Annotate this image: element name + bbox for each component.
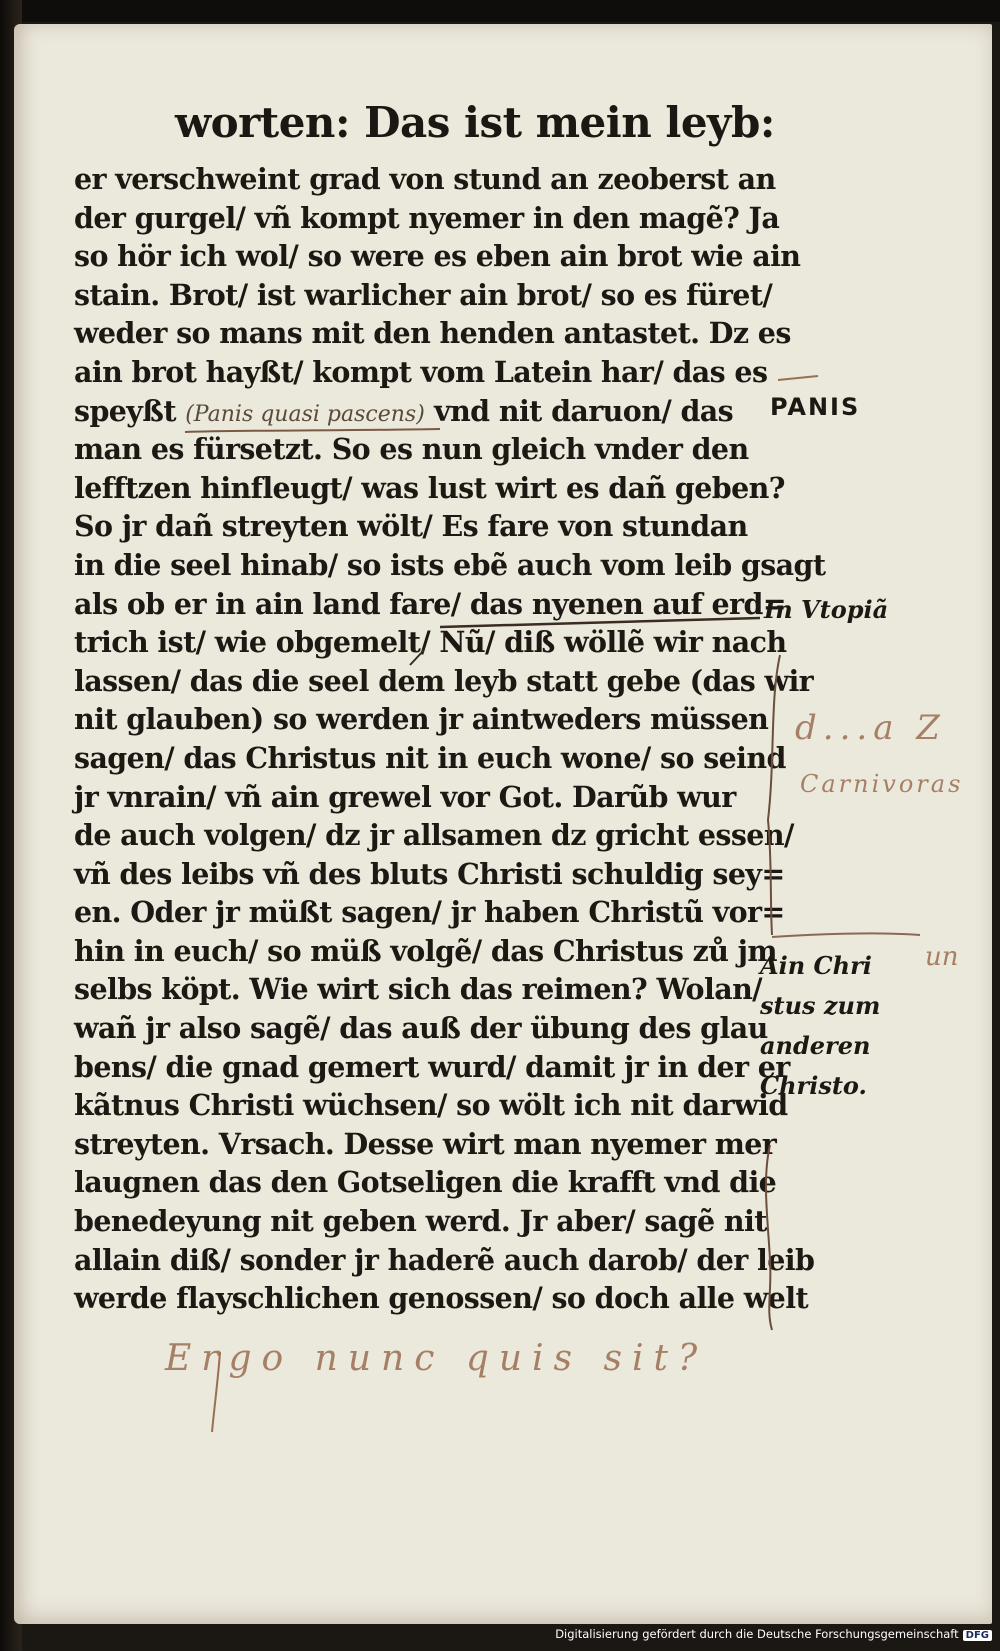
text-line-7-start: speyßt — [74, 393, 176, 428]
text-line-17: jr vnrain/ vñ ain grewel vor Got. Darũb wur — [74, 779, 736, 814]
margin-note-christ-line-4: Christo. — [760, 1071, 867, 1100]
text-line-25: kãtnus Christi wüchsen/ so wölt ich nit darwid — [74, 1088, 788, 1123]
text-line-6: ain brot hayßt/ kompt vom Latein har/ das es — [74, 354, 768, 389]
bottom-flourish — [212, 1352, 220, 1432]
underline-nyenen — [440, 618, 760, 627]
text-line-29: allain diß/ sonder jr haderẽ auch darob/ der leib — [74, 1242, 815, 1277]
text-line-28: benedeyung nit geben werd. Jr aber/ sagẽ nit — [74, 1204, 767, 1239]
text-line-26: streyten. Vrsach. Desse wirt man nyemer mer — [74, 1126, 777, 1161]
text-line-7-end: vnd nit daruon/ das — [424, 393, 734, 428]
text-line-24: bens/ die gnad gemert wurd/ damit jr in der er — [74, 1049, 790, 1084]
text-line-12: als ob er in ain land fare/ das nyenen auf erd= — [74, 586, 787, 621]
text-line-11: in die seel hinab/ so ists ebẽ auch vom leib gsagt — [74, 547, 826, 582]
text-line-3: so hör ich wol/ so were es eben ain brot wie ain — [74, 239, 801, 274]
margin-note-christ-line-3: anderen — [760, 1031, 871, 1060]
margin-note-panis: PANIS — [770, 393, 861, 421]
text-line-18: de auch volgen/ dz jr allsamen dz gricht essen/ — [74, 818, 794, 853]
dash-panis — [778, 376, 818, 380]
text-line-22: selbs köpt. Wie wirt sich das reimen? Wolan/ — [74, 972, 762, 1007]
text-line-21: hin in euch/ so müß volgẽ/ das Christus zů jm — [74, 933, 777, 968]
margin-line-1 — [772, 934, 920, 937]
text-line-16: sagen/ das Christus nit in euch wone/ so seind — [74, 740, 786, 775]
margin-note-christ-line-2: stus zum — [760, 991, 881, 1020]
margin-bracket-1 — [768, 655, 780, 935]
inline-latin-note: (Panis quasi pascens) — [185, 401, 425, 427]
text-line-19: vñ des leibs vñ des bluts Christi schuldig sey= — [74, 856, 785, 891]
text-line-9: lefftzen hinfleugt/ was lust wirt es dañ geben? — [74, 470, 785, 505]
inline-stroke — [410, 650, 424, 665]
text-line-10: So jr dañ streyten wölt/ Es fare von stundan — [74, 509, 748, 544]
footer-credit — [555, 1627, 992, 1647]
text-line-20: en. Oder jr müßt sagen/ jr haben Christũ vor= — [74, 895, 785, 930]
margin-bracket-2 — [766, 1145, 772, 1330]
text-line-23: wañ jr also sagẽ/ das auß der übung des glau — [74, 1011, 768, 1046]
text-line-1: er verschweint grad von stund an zeoberst an — [74, 162, 776, 196]
footer-credit-text: Digitalisierung gefördert durch die Deutsche Forschungsgemeinschaft — [555, 1627, 959, 1641]
margin-note-christ-line-1: Ain Chri — [760, 951, 872, 980]
text-line-2: der gurgel/ vñ kompt nyemer in den magẽ? Ja — [74, 200, 780, 235]
dfg-logo: DFG — [963, 1630, 992, 1641]
handwritten-margin-note-3: un — [925, 942, 959, 972]
text-line-8: man es fürsetzt. So es nun gleich vnder den — [74, 432, 749, 467]
text-line-30: werde flayschlichen genossen/ so doch alle welt — [74, 1281, 809, 1316]
text-line-5: weder so mans mit den henden antastet. Dz es — [74, 316, 791, 351]
text-line-4: stain. Brot/ ist warlicher ain brot/ so es füret/ — [74, 277, 773, 312]
text-line-14: lassen/ das die seel dem leyb statt gebe (das wir — [74, 663, 814, 698]
handwritten-note-bottom: Ergo nunc quis sit? — [165, 1338, 708, 1379]
text-line-27: laugnen das den Gotseligen die krafft vnd die — [74, 1165, 777, 1200]
margin-note-vtopia: In Vtopiã — [764, 595, 889, 624]
handwritten-margin-note-2: Carnivoras — [800, 770, 964, 798]
text-line-13: trich ist/ wie obgemelt/ Nũ/ diß wöllẽ wir nach — [74, 625, 787, 660]
handwritten-margin-note-1: d...a Z — [795, 708, 946, 748]
text-line-15: nit glauben) so werden jr aintweders müssen — [74, 702, 769, 737]
underline-latin — [185, 429, 440, 432]
running-head: worten: Das ist mein leyb: — [175, 98, 775, 147]
